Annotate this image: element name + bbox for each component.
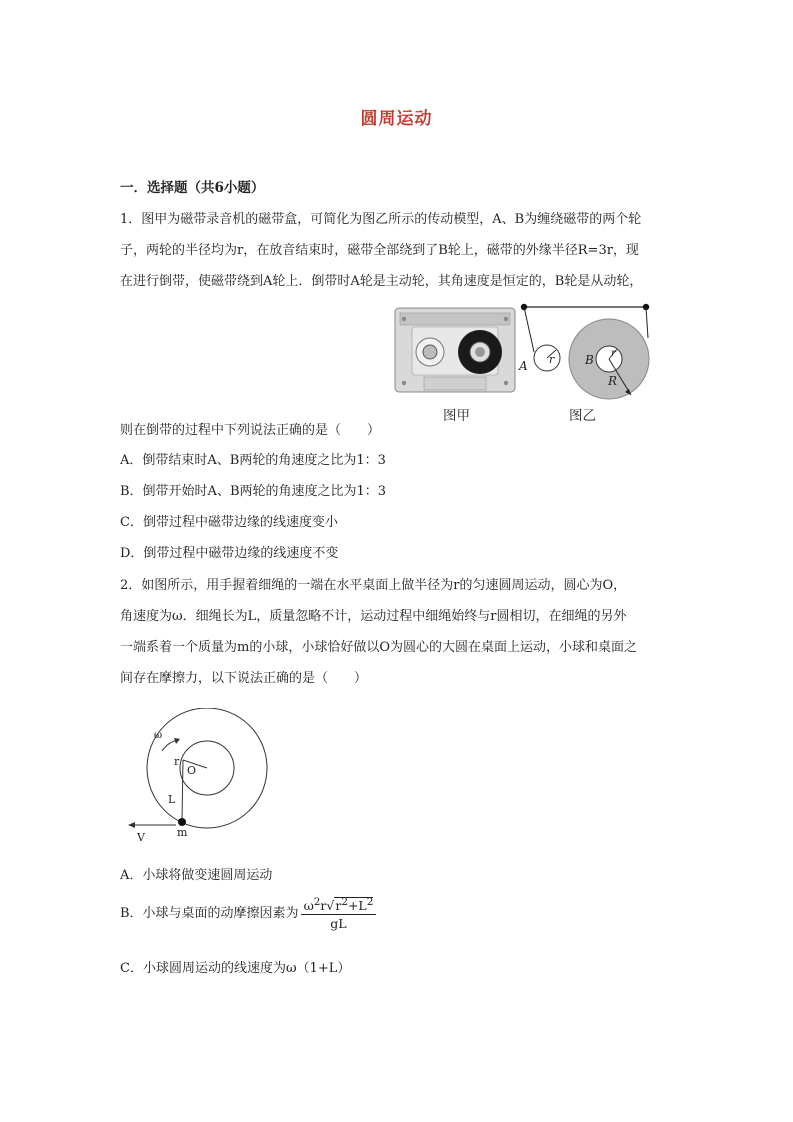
- q2-option-b: [120, 896, 376, 931]
- fig2-caption: 图乙: [569, 408, 596, 424]
- formula-r: r: [320, 898, 327, 914]
- fig1-caption: 图甲: [443, 408, 470, 424]
- q2-line-2: 角速度为ω．细绳长为L，质量忽略不计，运动过程中细绳始终与r圆相切，在细绳的另外: [120, 609, 627, 624]
- q1-stem-end: 则在倒带的过程中下列说法正确的是（ ）: [120, 423, 381, 438]
- fig-O: O: [187, 764, 197, 777]
- fig-omega: ω: [154, 730, 163, 741]
- q1-line-3: 在进行倒带，使磁带绕到A轮上．倒带时A轮是主动轮，其角速度是恒定的，B轮是从动轮，: [120, 274, 643, 289]
- fig-L: L: [168, 793, 176, 806]
- section-heading: 一．选择题（共6小题）: [120, 180, 265, 196]
- formula-denominator: gL: [330, 916, 347, 932]
- cassette-figure: [394, 305, 516, 395]
- fig-r: r: [174, 755, 180, 768]
- fig-m: m: [177, 826, 188, 839]
- fig2-label-A: A: [519, 359, 528, 373]
- q2-line-3: 一端系着一个质量为m的小球，小球恰好做以O为圆心的大圆在桌面上运动，小球和桌面之: [120, 640, 637, 655]
- formula-exp-1: 2: [313, 896, 321, 908]
- page-title: 圆周运动: [360, 109, 433, 129]
- q1-line-1: 1．图甲为磁带录音机的磁带盒，可简化为图乙所示的传动模型，A、B为缠绕磁带的两个轮: [120, 212, 642, 227]
- q2-line-4: 间存在摩擦力，以下说法正确的是（ ）: [120, 671, 368, 686]
- q2-line-1: 2．如图所示，用手握着细绳的一端在水平桌面上做半径为r的匀速圆周运动，圆心为O，: [120, 578, 627, 593]
- circular-motion-figure: [118, 708, 278, 843]
- q1-line-2: 子，两轮的半径均为r，在放音结束时，磁带全部绕到了B轮上，磁带的外缘半径R=3r，现: [120, 243, 639, 258]
- q2-option-b-prefix: B．小球与桌面的动摩擦因素为: [120, 906, 299, 922]
- q2-option-a: A．小球将做变速圆周运动: [120, 868, 273, 883]
- q1-option-b: B．倒带开始时A、B两轮的角速度之比为1：3: [120, 484, 387, 499]
- fig-V: V: [137, 831, 145, 843]
- sqrt-icon: √: [326, 898, 335, 914]
- sqrt-content: $r^2+L^2$: [335, 896, 374, 914]
- fig2-inner-r: r: [611, 348, 616, 359]
- fig2-label-B: B: [585, 353, 594, 367]
- formula-omega: ω: [303, 898, 314, 914]
- q1-option-c: C．倒带过程中磁带边缘的线速度变小: [120, 515, 338, 530]
- transmission-figure: [516, 300, 656, 404]
- q1-option-d: D．倒带过程中磁带边缘的线速度不变: [120, 546, 339, 561]
- fig2-label-R: R: [608, 374, 618, 388]
- q2-option-c: C．小球圆周运动的线速度为ω（1+L）: [120, 961, 351, 976]
- q1-option-a: A．倒带结束时A、B两轮的角速度之比为1：3: [120, 453, 386, 468]
- friction-formula: [301, 896, 377, 931]
- fig2-small-r: r: [549, 353, 555, 366]
